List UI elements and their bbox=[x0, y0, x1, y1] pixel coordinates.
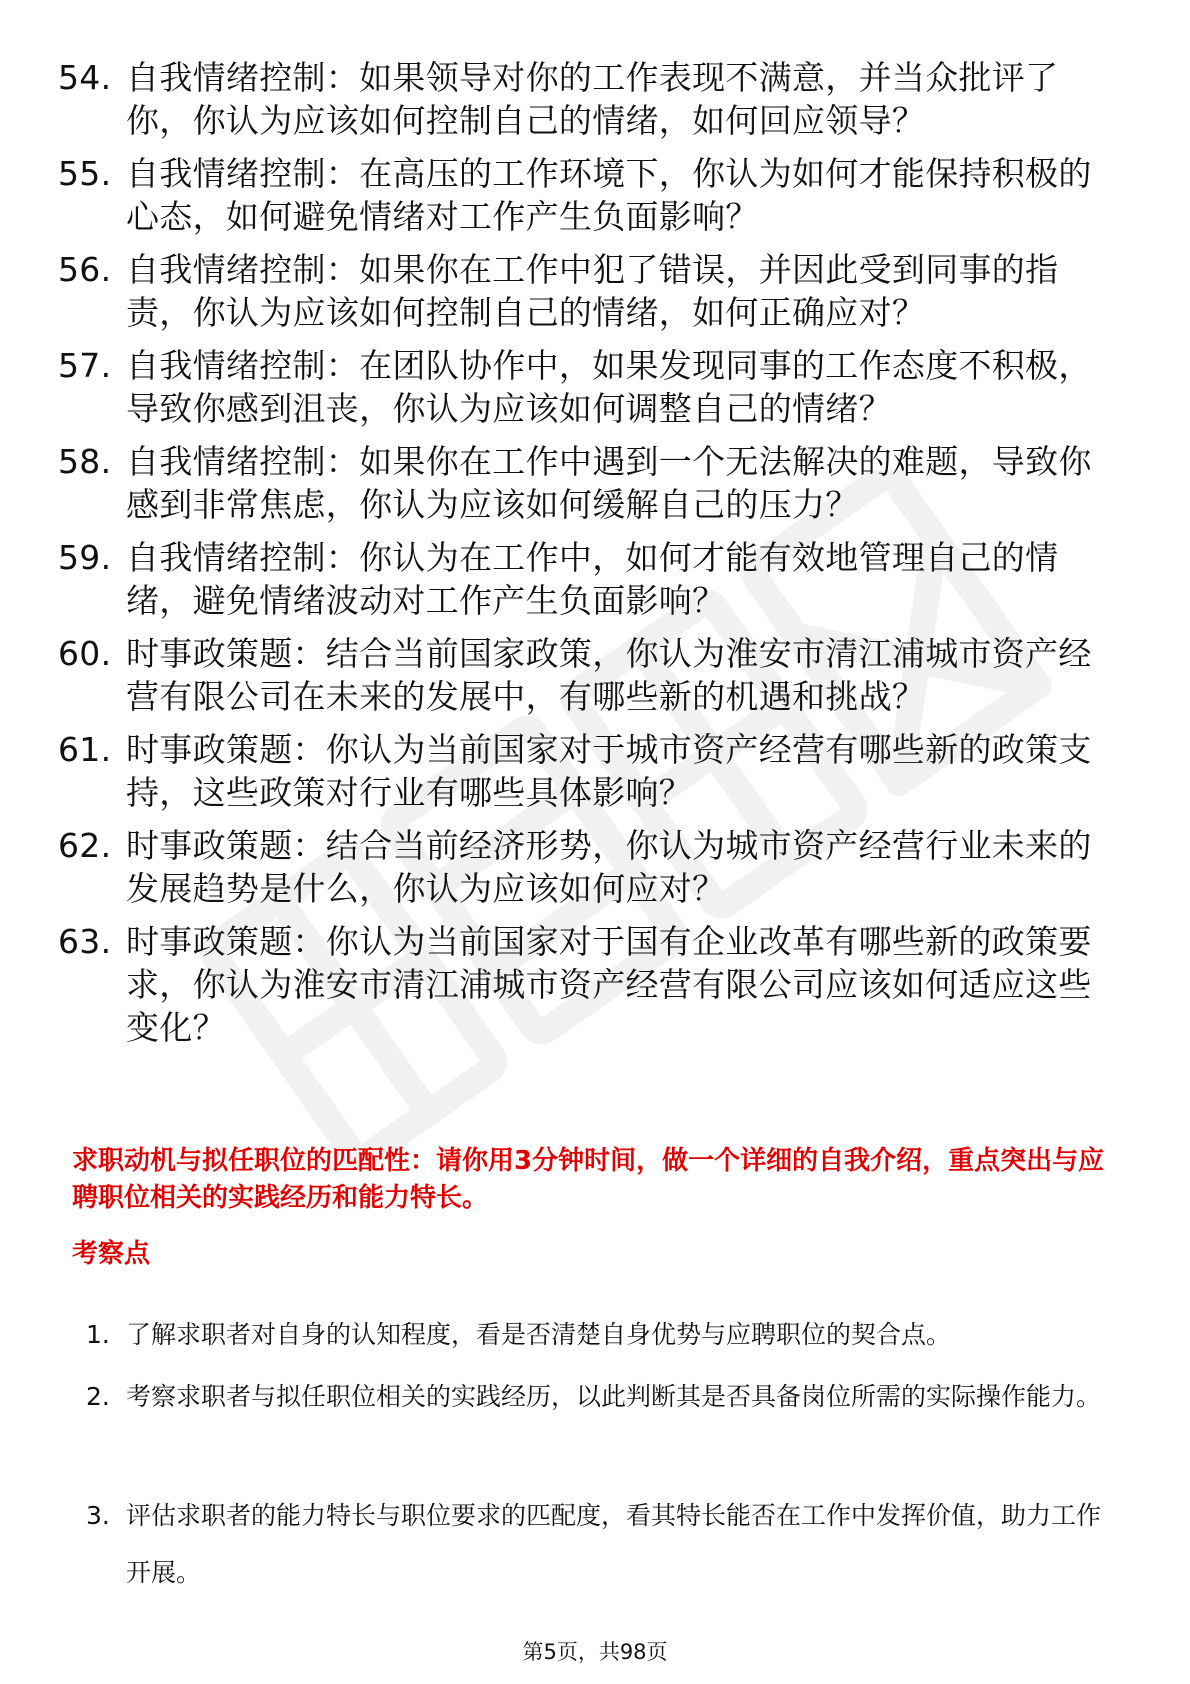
question-text: 自我情绪控制：在团队协作中，如果发现同事的工作态度不积极，导致你感到沮丧，你认为应该如何调整自己的情绪？ bbox=[126, 346, 1092, 428]
question-number: 58. bbox=[58, 442, 112, 481]
question-number: 60. bbox=[58, 634, 112, 673]
question-number: 63. bbox=[58, 922, 112, 961]
question-text: 自我情绪控制：如果你在工作中犯了错误，并因此受到同事的指责，你认为应该如何控制自己的情绪，如何正确应对？ bbox=[126, 250, 1059, 332]
point-number: 3. bbox=[86, 1501, 110, 1530]
page-footer: 第5页，共98页 bbox=[522, 1640, 668, 1664]
question-text: 自我情绪控制：如果领导对你的工作表现不满意，并当众批评了你，你认为应该如何控制自己的情绪，如何回应领导？ bbox=[126, 58, 1059, 140]
question-59 bbox=[58, 536, 1118, 622]
question-text: 自我情绪控制：在高压的工作环境下，你认为如何才能保持积极的心态，如何避免情绪对工作产生负面影响？ bbox=[126, 154, 1092, 236]
motive-question: 求职动机与拟任职位的匹配性：请你用3分钟时间，做一个详细的自我介绍，重点突出与应聘职位相关的实践经历和能力特长。 bbox=[72, 1146, 1105, 1213]
question-57 bbox=[58, 344, 1118, 430]
question-62 bbox=[58, 824, 1118, 910]
exam-point-1 bbox=[86, 1306, 1116, 1363]
point-text: 考察求职者与拟任职位相关的实践经历，以此判断其是否具备岗位所需的实际操作能力。 bbox=[126, 1382, 1102, 1411]
exam-point-3 bbox=[86, 1487, 1116, 1601]
question-number: 59. bbox=[58, 538, 112, 577]
question-54 bbox=[58, 56, 1118, 142]
question-number: 54. bbox=[58, 58, 112, 97]
question-text: 时事政策题：结合当前经济形势，你认为城市资产经营行业未来的发展趋势是什么，你认为应该如何应对？ bbox=[126, 826, 1092, 908]
question-61 bbox=[58, 728, 1118, 814]
question-63 bbox=[58, 920, 1118, 1049]
question-text: 时事政策题：你认为当前国家对于国有企业改革有哪些新的政策要求，你认为淮安市清江浦城市资产经营有限公司应该如何适应这些变化？ bbox=[126, 922, 1092, 1047]
question-number: 57. bbox=[58, 346, 112, 385]
question-number: 55. bbox=[58, 154, 112, 193]
question-text: 自我情绪控制：如果你在工作中遇到一个无法解决的难题，导致你感到非常焦虑，你认为应该如何缓解自己的压力？ bbox=[126, 442, 1092, 524]
point-number: 1. bbox=[86, 1320, 110, 1349]
question-text: 自我情绪控制：你认为在工作中，如何才能有效地管理自己的情绪，避免情绪波动对工作产生负面影响？ bbox=[126, 538, 1059, 620]
question-number: 61. bbox=[58, 730, 112, 769]
question-number: 62. bbox=[58, 826, 112, 865]
question-56 bbox=[58, 248, 1118, 334]
point-number: 2. bbox=[86, 1382, 110, 1411]
question-number: 56. bbox=[58, 250, 112, 289]
exam-points-title: 考察点 bbox=[72, 1239, 151, 1269]
exam-point-2 bbox=[86, 1368, 1116, 1425]
question-60 bbox=[58, 632, 1118, 718]
question-58 bbox=[58, 440, 1118, 526]
point-text: 评估求职者的能力特长与职位要求的匹配度，看其特长能否在工作中发挥价值，助力工作开展。 bbox=[126, 1501, 1102, 1587]
point-text: 了解求职者对自身的认知程度，看是否清楚自身优势与应聘职位的契合点。 bbox=[126, 1320, 952, 1349]
question-text: 时事政策题：你认为当前国家对于城市资产经营有哪些新的政策支持，这些政策对行业有哪些具体影响？ bbox=[126, 730, 1092, 812]
question-55 bbox=[58, 152, 1118, 238]
question-text: 时事政策题：结合当前国家政策，你认为淮安市清江浦城市资产经营有限公司在未来的发展中，有哪些新的机遇和挑战？ bbox=[126, 634, 1092, 716]
